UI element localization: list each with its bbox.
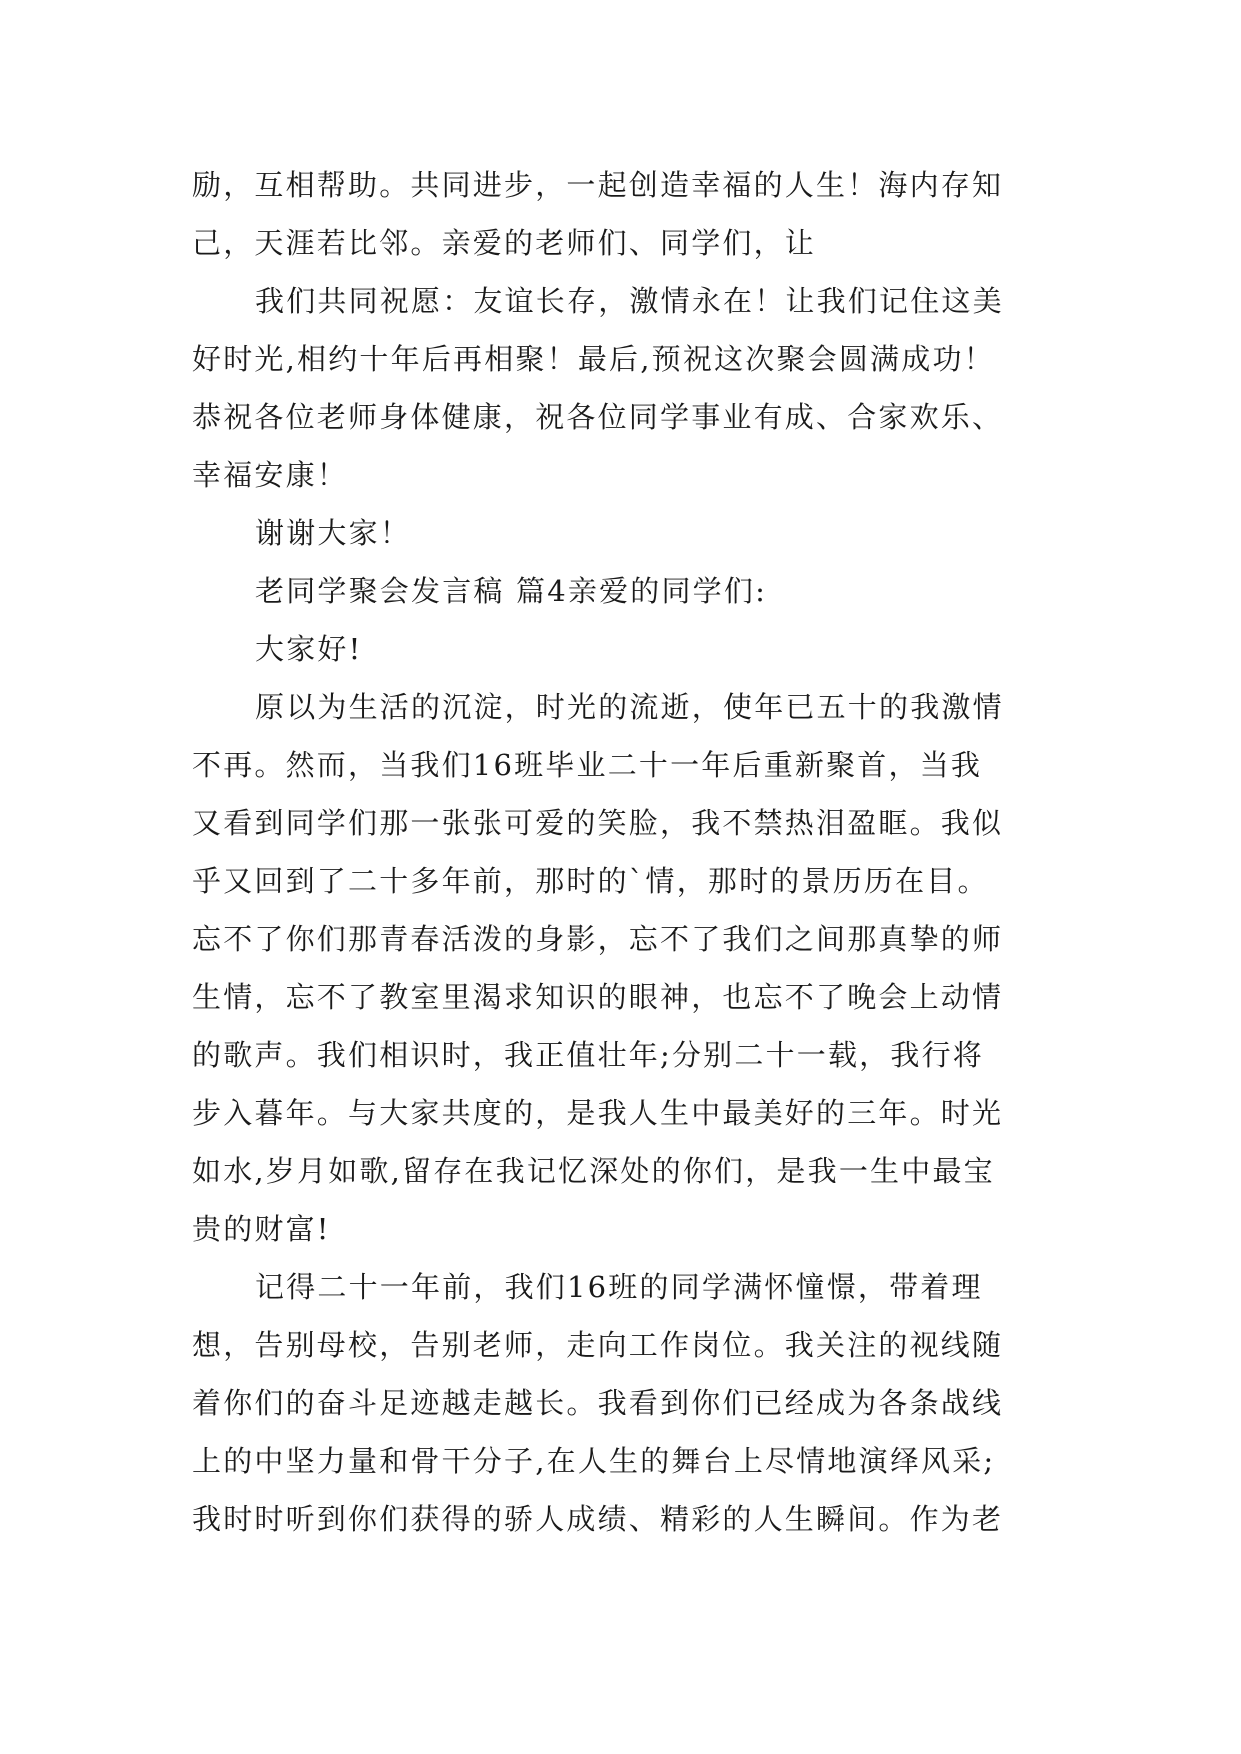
text-line: 的歌声。我们相识时，我正值壮年;分别二十一载，我行将 [192, 1038, 984, 1072]
text-line: 又看到同学们那一张张可爱的笑脸，我不禁热泪盈眶。我似 [192, 806, 1004, 840]
text-line: 生情，忘不了教室里渴求知识的眼神，也忘不了晚会上动情 [192, 980, 1004, 1014]
paragraph-first-line: 我们共同祝愿：友谊长存，激情永在！让我们记住这美 [255, 284, 1004, 318]
text-line: 如水,岁月如歌,留存在我记忆深处的你们，是我一生中最宝 [192, 1154, 995, 1188]
document-body [192, 156, 1072, 1548]
text-line: 忘不了你们那青春活泼的身影，忘不了我们之间那真挚的师 [192, 922, 1004, 956]
greeting-line: 大家好! [255, 632, 363, 666]
text-line: 上的中坚力量和骨干分子,在人生的舞台上尽情地演绎风采; [192, 1444, 996, 1478]
paragraph-first-line: 谢谢大家！ [255, 516, 412, 550]
text-line: 我时时听到你们获得的骄人成绩、精彩的人生瞬间。作为老 [192, 1502, 1004, 1536]
text-line: 贵的财富! [192, 1212, 331, 1246]
text-line: 步入暮年。与大家共度的，是我人生中最美好的三年。时光 [192, 1096, 1004, 1130]
paragraph-first-line: 记得二十一年前，我们16班的同学满怀憧憬，带着理 [255, 1270, 983, 1304]
text-line: 不再。然而，当我们16班毕业二十一年后重新聚首，当我 [192, 748, 983, 782]
text-line: 着你们的奋斗足迹越走越长。我看到你们已经成为各条战线 [192, 1386, 1004, 1420]
section-heading: 老同学聚会发言稿 篇4亲爱的同学们: [255, 574, 768, 608]
text-line: 想，告别母校，告别老师，走向工作岗位。我关注的视线随 [192, 1328, 1004, 1362]
text-line: 恭祝各位老师身体健康，祝各位同学事业有成、合家欢乐、 [192, 400, 1004, 434]
text-line: 励，互相帮助。共同进步，一起创造幸福的人生！海内存知 [192, 168, 1004, 202]
text-line: 己，天涯若比邻。亲爱的老师们、同学们，让 [192, 226, 817, 260]
text-line: 幸福安康！ [192, 458, 349, 492]
paragraph-first-line: 原以为生活的沉淀，时光的流逝，使年已五十的我激情 [255, 690, 1004, 724]
text-line: 好时光,相约十年后再相聚！最后,预祝这次聚会圆满成功！ [192, 342, 995, 376]
text-line: 乎又回到了二十多年前，那时的`情，那时的景历历在目。 [192, 864, 989, 898]
